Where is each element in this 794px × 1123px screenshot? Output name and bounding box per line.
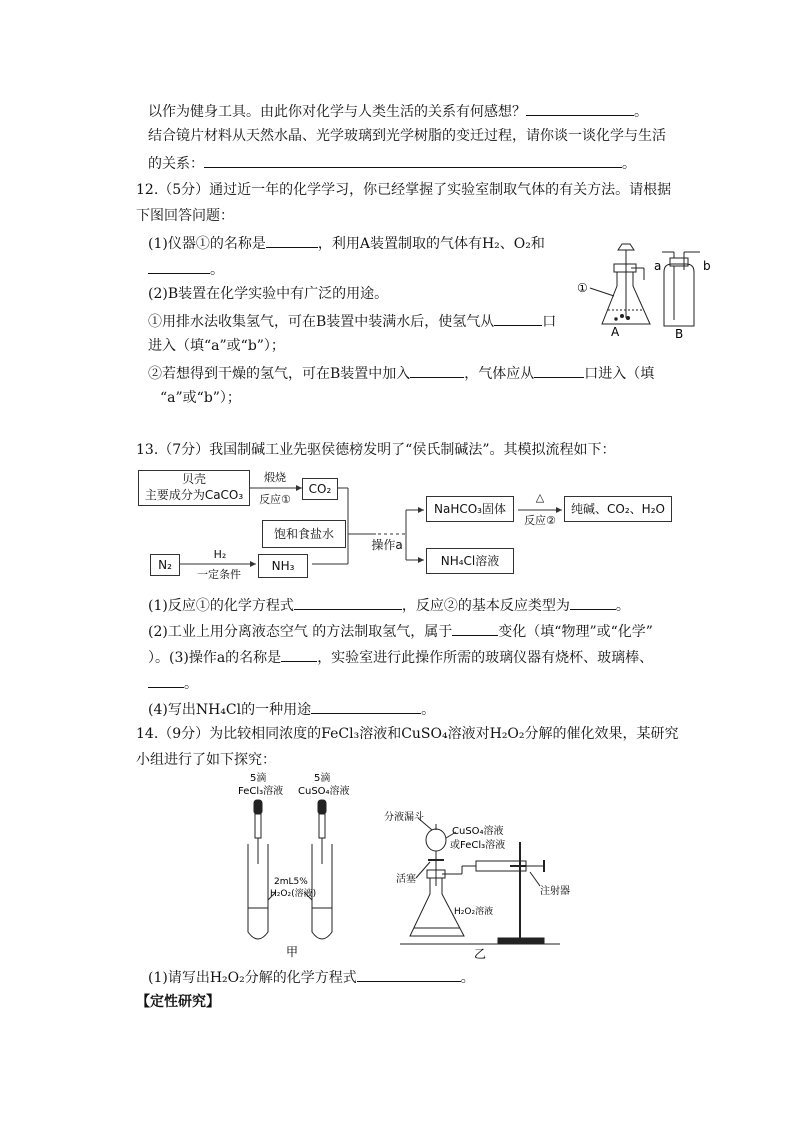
- q12-part1-cont: 。: [148, 258, 224, 280]
- q12-title2: 下图回答问题：: [136, 208, 234, 224]
- answer-blank[interactable]: [534, 362, 584, 378]
- shell-composition: 主要成分为CaCO₃: [144, 488, 244, 502]
- dropper-barrel-1: [255, 814, 261, 838]
- apparatus-b: [662, 252, 700, 326]
- pointer-line: [418, 818, 432, 830]
- flow-box-n2: N₂: [150, 554, 180, 576]
- figure-jia-label: 甲: [286, 945, 299, 959]
- dropper-bulb-1: [254, 800, 262, 814]
- answer-blank[interactable]: [266, 232, 318, 248]
- answer-blank[interactable]: [494, 310, 542, 326]
- q13-part4: (4)写出NH₄Cl的一种用途 。: [148, 698, 435, 720]
- flow-box-products: 纯碱、CO₂、H₂O: [564, 496, 672, 522]
- figure-yi-label: 乙: [474, 947, 487, 960]
- gas-bottle: [664, 264, 694, 326]
- q12-part4: ②若想得到干燥的氢气，可在B装置中加入 ，气体应从 口进入（填: [148, 362, 654, 384]
- syringe-label: 注射器: [540, 886, 570, 897]
- q12-part4-cont: “a”或“b”）；: [160, 390, 241, 406]
- drops-label-1: 5滴: [250, 773, 267, 784]
- label-a-apparatus: A: [611, 325, 620, 339]
- answer-blank[interactable]: [204, 152, 622, 168]
- fecl3-alt-label: 或FeCl₃溶液: [450, 840, 506, 851]
- dropper-barrel-2: [319, 814, 325, 838]
- cuso4-solution-label: CuSO₄溶液: [452, 826, 504, 837]
- answer-blank[interactable]: [311, 698, 421, 714]
- heat-symbol: △: [535, 491, 545, 504]
- amount-label: 2mL5%: [274, 877, 308, 887]
- q14-part1: (1)请写出H₂O₂分解的化学方程式 。: [148, 966, 475, 988]
- q12-title: 12.（5分）通过近一年的化学学习，你已经掌握了实验室制取气体的有关方法。请根据: [136, 182, 672, 198]
- label-circle-1: ①: [577, 281, 588, 295]
- answer-blank[interactable]: [410, 362, 464, 378]
- flow-box-co2: CO₂: [302, 478, 338, 500]
- stand-base: [498, 938, 544, 944]
- q12-part3: ①用排水法收集氢气，可在B装置中装满水后，使氢气从 口: [148, 310, 556, 332]
- pointer-line: [590, 288, 614, 296]
- stopcock-label: 活塞: [396, 874, 416, 885]
- q12-part2: (2)B装置在化学实验中有广泛的用途。: [148, 286, 389, 302]
- answer-blank[interactable]: [148, 672, 184, 688]
- answer-blank[interactable]: [452, 620, 498, 636]
- dropper-bulb-2: [318, 800, 326, 814]
- q13-part1: (1)反应①的化学方程式 ，反应②的基本反应类型为 。: [148, 594, 630, 616]
- q11-line3: 的关系： 。: [148, 152, 636, 174]
- flow-box-nahco3: NaHCO₃固体: [426, 496, 514, 522]
- operation-a-label: 操作a: [371, 538, 403, 552]
- long-neck-funnel: [618, 244, 634, 250]
- answer-blank[interactable]: [148, 258, 210, 274]
- calcine-label: 煅烧: [264, 471, 286, 484]
- q14-title2: 小组进行了如下探究：: [136, 752, 276, 768]
- answer-blank[interactable]: [570, 594, 616, 610]
- bottle-stopper: [670, 258, 688, 266]
- flow-box-nh4cl: NH₄Cl溶液: [426, 548, 514, 574]
- flow-box-shell: [138, 470, 250, 506]
- section-qualitative-study: 【定性研究】: [136, 994, 220, 1010]
- reaction2-label: 反应②: [524, 514, 556, 527]
- answer-blank[interactable]: [526, 100, 634, 116]
- solid-particle: [621, 315, 624, 318]
- h2o2-flask-label: H₂O₂溶液: [454, 907, 494, 917]
- label-b-apparatus: B: [675, 327, 684, 341]
- solid-particle: [615, 318, 617, 320]
- reaction1-label: 反应①: [259, 493, 291, 506]
- apparatus-a: [590, 244, 650, 324]
- q13-part3: ）。(3)操作a的名称是 ，实验室进行此操作所需的玻璃仪器有烧杯、玻璃棒、: [148, 646, 653, 668]
- q13-part3-cont: 。: [148, 672, 198, 694]
- condition-label: 一定条件: [197, 568, 241, 581]
- label-tube-b: b: [703, 259, 711, 273]
- solid-particle: [627, 317, 630, 320]
- q12-part3-cont: 进入（填“a”或“b”）；: [148, 338, 285, 354]
- label-tube-a: a: [654, 259, 662, 273]
- fecl3-label: FeCl₃溶液: [238, 786, 284, 797]
- figure-jia: [226, 768, 362, 960]
- separatory-funnel: [426, 829, 446, 851]
- answer-blank[interactable]: [357, 966, 461, 982]
- drops-label-2: 5滴: [314, 773, 331, 784]
- figure-yi: [380, 798, 580, 960]
- answer-blank[interactable]: [294, 594, 402, 610]
- h2o2-solution-label: H₂O₂(溶液): [270, 889, 317, 899]
- q11-line1: 以作为健身工具。由此你对化学与人类生活的关系有何感想？ 。: [148, 100, 648, 122]
- cuso4-label: CuSO₄溶液: [298, 786, 350, 797]
- flow-box-nh3: NH₃: [258, 554, 308, 578]
- answer-blank[interactable]: [281, 646, 317, 662]
- pointer-line: [530, 872, 540, 886]
- h2-label: H₂: [213, 548, 227, 561]
- q14-title: 14.（9分）为比较相同浓度的FeCl₃溶液和CuSO₄溶液对H₂O₂分解的催化效果，某研究: [136, 726, 679, 742]
- shell-label: 贝壳: [181, 472, 206, 486]
- q13-part2: (2)工业上用分离液态空气 的方法制取氢气，属于 变化（填“物理”或“化学”: [148, 620, 653, 642]
- q11-line2: 结合镜片材料从天然水晶、光学玻璃到光学树脂的变迁过程，请你谈一谈化学与生活: [148, 128, 666, 144]
- flow-box-brine: 饱和食盐水: [262, 520, 346, 548]
- funnel-label: 分液漏斗: [384, 812, 424, 823]
- q12-part1: (1)仪器①的名称是 ，利用A装置制取的气体有H₂、O₂和: [148, 232, 545, 254]
- q12-apparatus-figure: [570, 236, 720, 348]
- q13-title: 13.（7分）我国制碱工业先驱侯德榜发明了“侯氏制碱法”。其模拟流程如下：: [136, 442, 616, 458]
